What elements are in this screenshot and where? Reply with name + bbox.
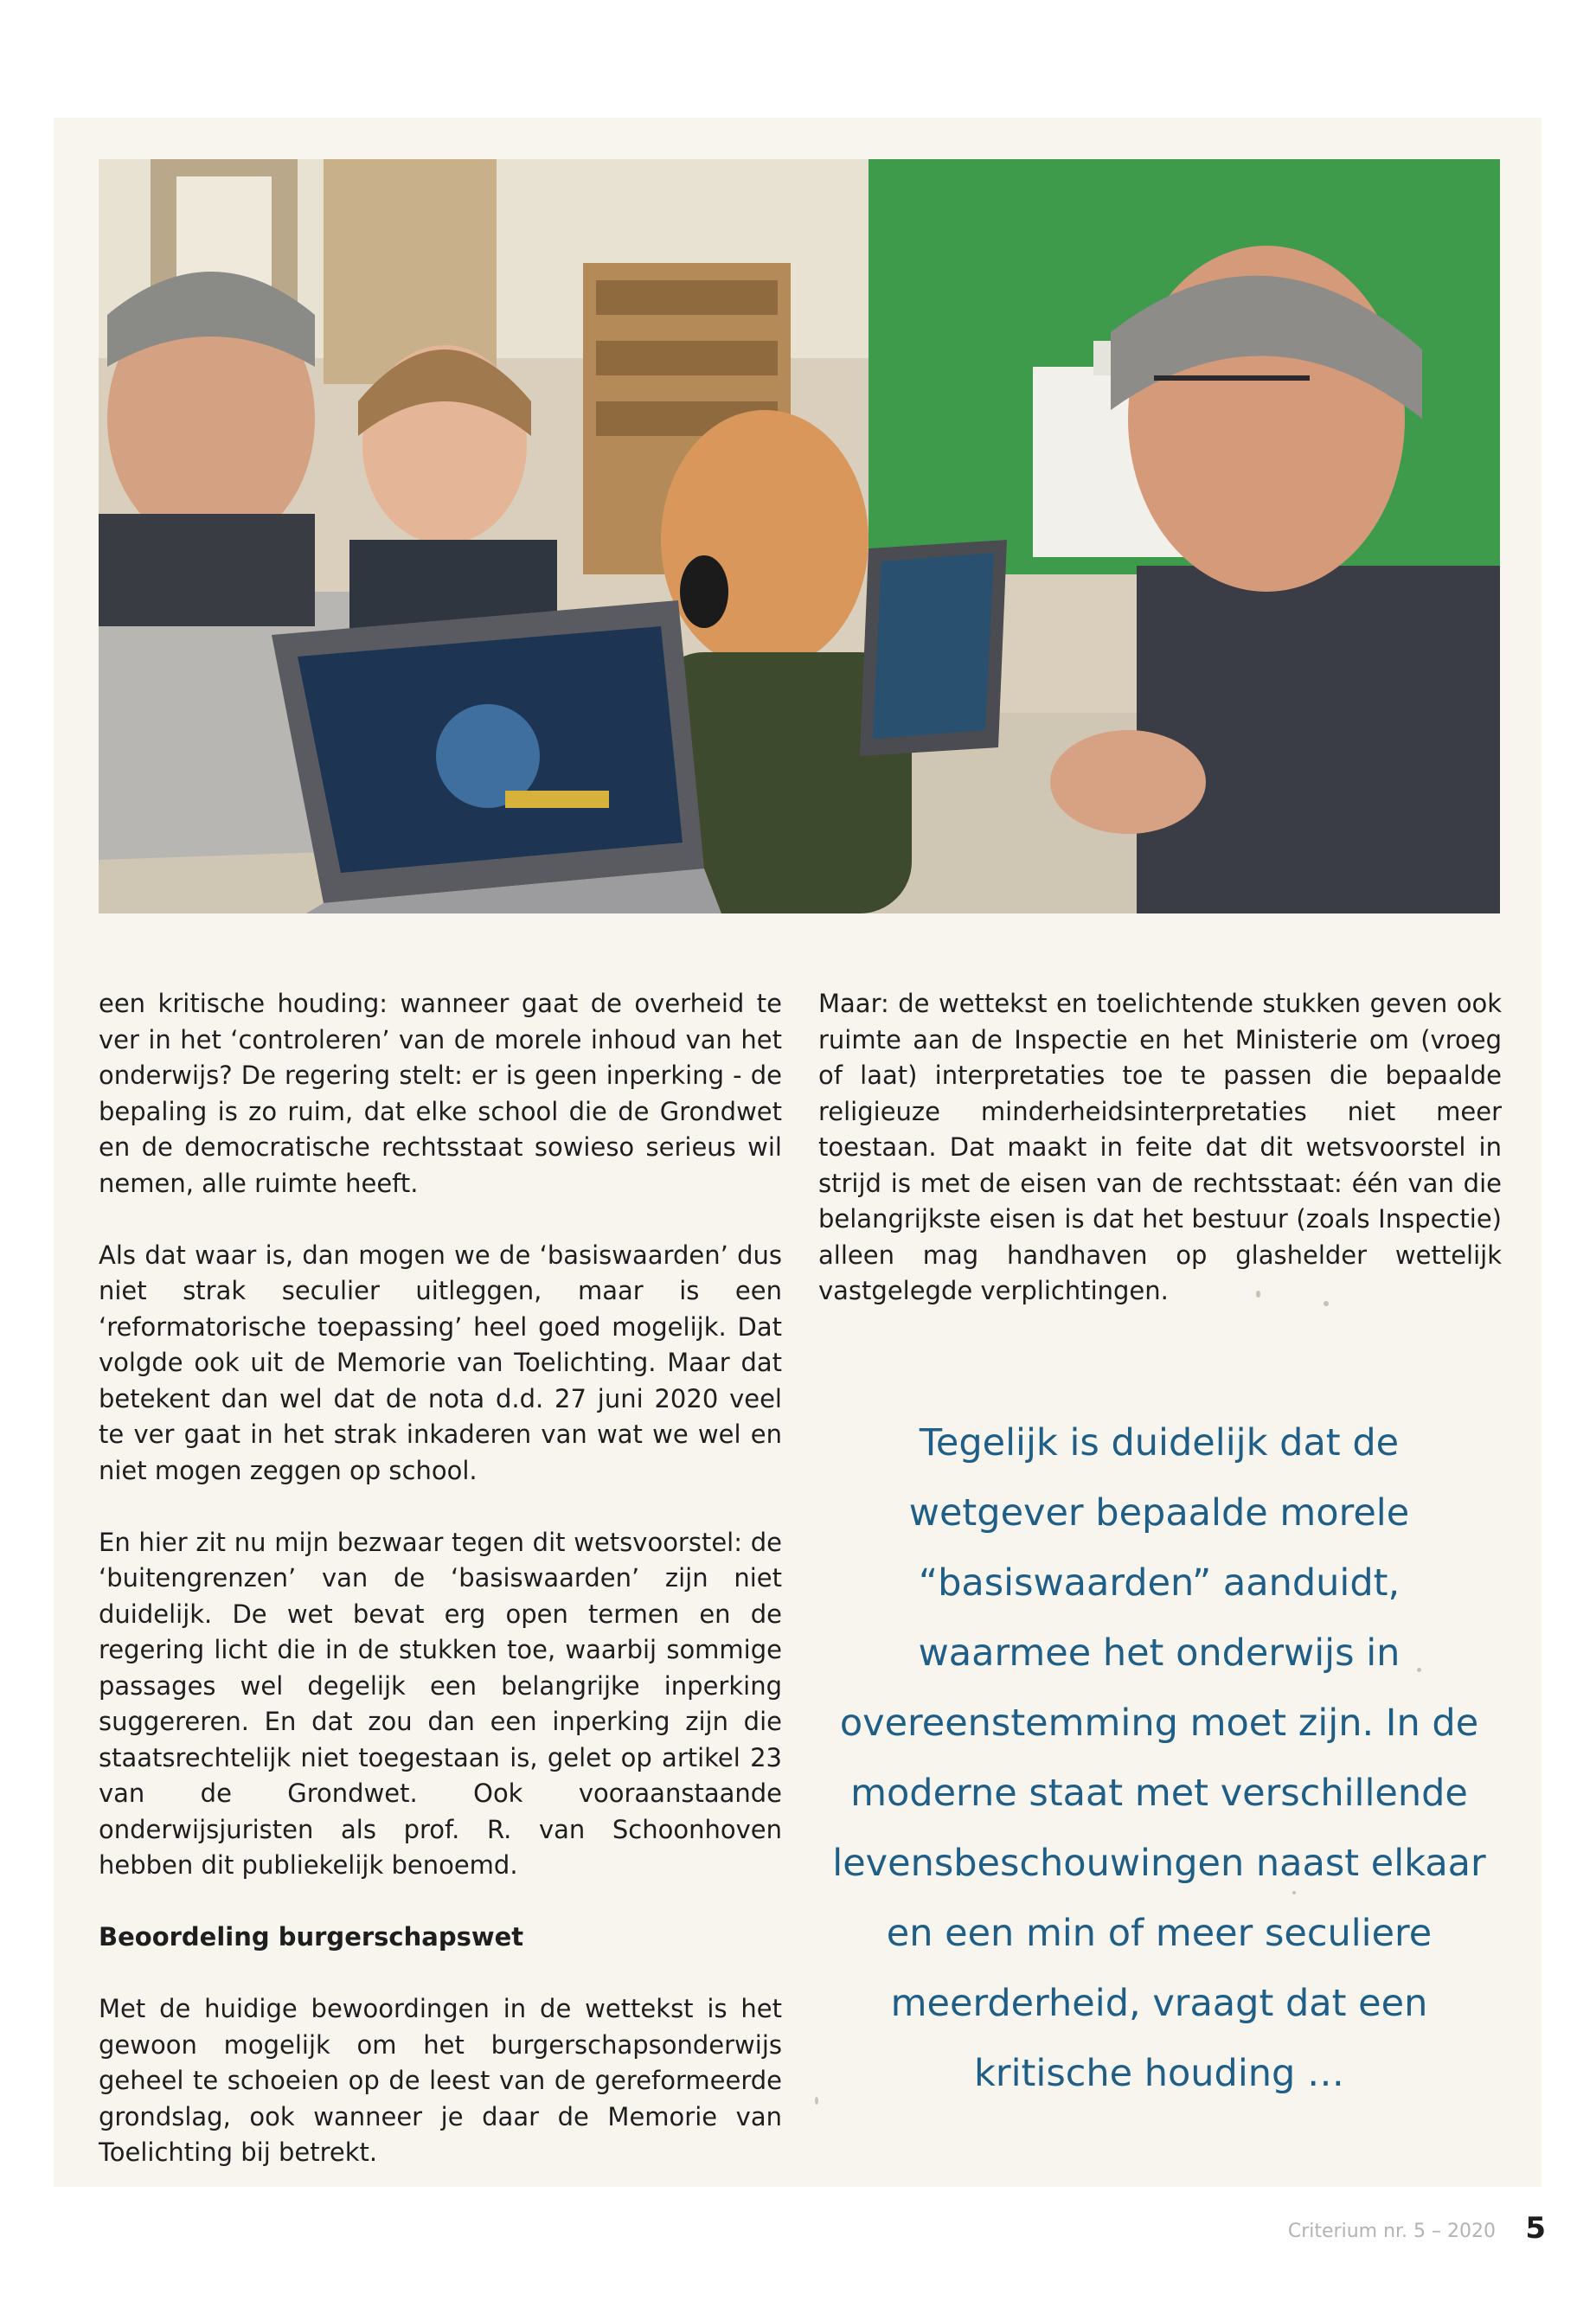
page-number: 5 (1525, 2211, 1546, 2246)
left-text-column (99, 986, 782, 2171)
right-text-column (818, 986, 1502, 1310)
paper-speck (815, 2097, 818, 2105)
left-paragraph: een kritische houding: wanneer gaat de overheid te ver in het ‘controleren’ van de morele inhoud van het onderwijs? De regering stelt: er is geen inperking - de bepaling is zo ruim, dat elke school die de Grondwet en de democratische rechtsstaat sowieso serieus wil nemen, alle ruimte heeft. (99, 989, 782, 1198)
left-paragraph: Met de huidige bewoordingen in de wettekst is het gewoon mogelijk om het burgerschapsonderwijs geheel te schoeien op de leest van de gereformeerde grondslag, ook wanneer je daar de Memorie van Toelichting bij betrekt. (99, 1994, 782, 2167)
publication-footer: Criterium nr. 5 – 2020 (1287, 2221, 1496, 2242)
classroom-photo (99, 159, 1500, 913)
left-paragraph: Als dat waar is, dan mogen we de ‘basiswaarden’ dus niet strak seculier uitleggen, maar is een ‘reformatorische toepassing’ heel goed mogelijk. Dat volgde ook uit de Memorie van Toelichting. Maar dat betekent dan wel dat de nota d.d. 27 juni 2020 veel te ver gaat in het strak inkaderen van wat we wel en niet mogen zeggen op school. (99, 1240, 782, 1485)
right-paragraph: Maar: de wettekst en toelichtende stukken geven ook ruimte aan de Inspectie en het Ministerie om (vroeg of laat) interpretaties toe te passen die bepaalde religieuze minderheidsinterpretaties niet meer toestaan. Dat maakt in feite dat dit wetsvoorstel in strijd is met de eisen van de rechtsstaat: één van die belangrijkste eisen is dat het bestuur (zoals Inspectie) alleen mag handhaven op glashelder wettelijk vastgelegde verplichtingen. (818, 989, 1502, 1305)
left-paragraph: En hier zit nu mijn bezwaar tegen dit wetsvoorstel: de ‘buitengrenzen’ van de ‘basiswaarden’ zijn niet duidelijk. De wet bevat erg open termen en de regering licht die in de stukken toe, waarbij sommige passages wel degelijk een belangrijke inperking suggereren. En dat zou dan een inperking zijn die staatsrechtelijk niet toegestaan is, gelet op artikel 23 van de Grondwet. Ook vooraanstaande onderwijsjuristen als prof. R. van Schoonhoven hebben dit publiekelijk benoemd. (99, 1527, 782, 1880)
pull-quote: Tegelijk is duidelijk dat de wetgever bepaalde morele “basiswaarden” aanduidt, waarmee het onderwijs in overeenstemming moet zijn. In de moderne staat met verschillende levensbeschouwingen naast elkaar en een min of meer seculiere meerderheid, vraagt dat een kritische houding … (832, 1421, 1486, 2095)
photo-classroom-icon (99, 159, 1500, 913)
section-subheading: Beoordeling burgerschapswet (99, 1922, 524, 1952)
